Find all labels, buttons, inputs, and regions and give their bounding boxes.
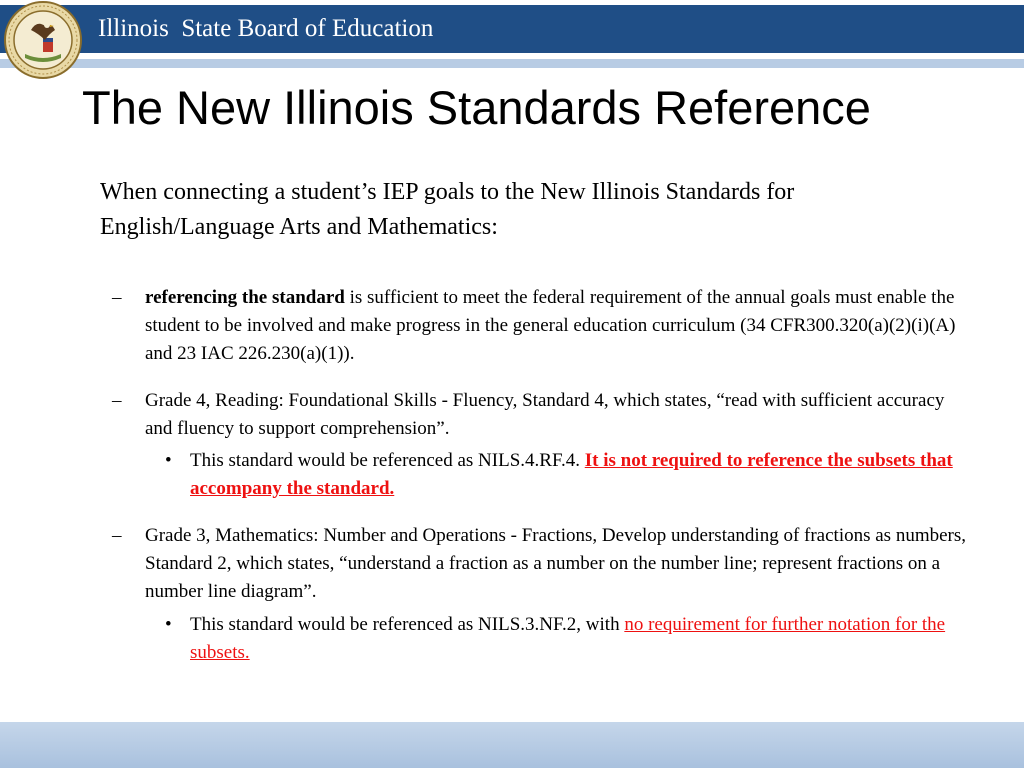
list-item-text — [145, 284, 967, 368]
list-item-grade4-reading — [112, 387, 967, 443]
illinois-state-seal-icon — [3, 0, 83, 80]
bullet-marker: • — [165, 450, 172, 471]
sub-bullet-text — [190, 447, 965, 503]
item-body: Grade 4, Reading: Foundational Skills - Fluency, Standard 4, which states, “read with sufficient accuracy and fluency to support comprehension”. — [145, 390, 945, 439]
item-body: Grade 3, Mathematics: Number and Operations - Fractions, Develop understanding of fractions as numbers, Standard 2, which states, “understand a fraction as a number on the number line; represent fractions on a number line diagram”. — [145, 525, 966, 602]
sub-bullet-text — [190, 611, 965, 667]
item-body: is sufficient to meet the federal requirement of the annual goals must enable the student to be involved and make progress in the general education curriculum (34 CFR300.320(a)(2)(i)(A) and 23 IAC 226.230(a)(1)). — [145, 287, 956, 364]
organization-name: Illinois State Board of Education — [98, 15, 434, 42]
intro-paragraph: When connecting a student’s IEP goals to the New Illinois Standards for English/Language Arts and Mathematics: — [100, 179, 795, 240]
dash-marker: – — [112, 287, 122, 308]
bullet-marker: • — [165, 614, 172, 635]
sub-bullet-body: This standard would be referenced as NILS.3.NF.2, with — [190, 614, 625, 635]
dash-marker: – — [112, 390, 122, 411]
sub-bullet-nils-3-nf-2 — [165, 611, 965, 667]
emphasis-note: It is not required to reference the subsets that accompany the standard. — [190, 450, 953, 499]
bold-lead: referencing the standard — [145, 287, 345, 308]
dash-marker: – — [112, 525, 122, 546]
slide-title: The New Illinois Standards Reference — [82, 81, 871, 134]
emphasis-note: no requirement for further notation for the subsets. — [190, 614, 946, 663]
list-item-referencing — [112, 284, 967, 368]
list-item-grade3-math — [112, 522, 967, 606]
sub-bullet-nils-4-rf-4 — [165, 447, 965, 503]
footer-band — [0, 722, 1024, 768]
sub-bullet-body: This standard would be referenced as NILS.4.RF.4. — [190, 450, 585, 471]
header-stripe — [0, 59, 1024, 68]
